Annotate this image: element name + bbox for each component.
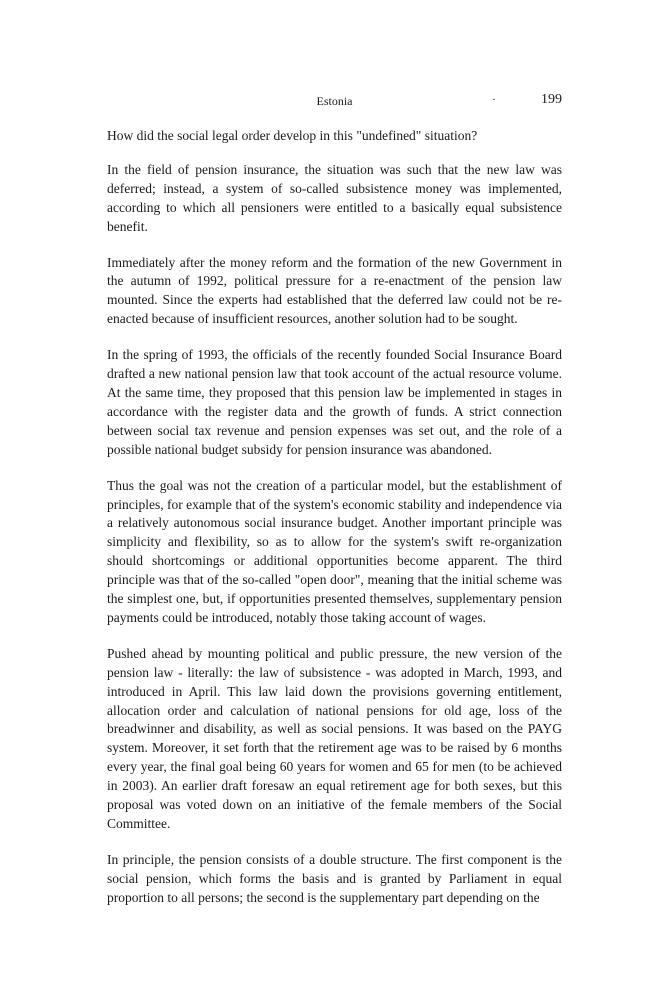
paragraph-law-of-subsistence: Pushed ahead by mounting political and public pressure, the new version of the pension law - literally: the law of subsistence - was adopted in March, 1993, and introduced in April. This law laid down the provisions governing entitlement, allocation order and calculation of national pensions for old age, loss of the breadwinner and disability, as well as social pensions. It was based on the PAYG system. Moreover, it set forth that the retirement age was to be raised by 6 months every year, the final goal being 60 years for women and 65 for men (to be achieved in 2003). An earlier draft foresaw an equal retirement age for both sexes, but this proposal was voted down on an initiative of the female members of the Social Committee.: [107, 645, 562, 831]
running-title: Estonia: [316, 94, 353, 108]
running-header: [107, 92, 562, 110]
paragraph-double-structure: In principle, the pension consists of a double structure. The first component is the social pension, which forms the basis and is granted by Parliament in equal proportion to all persons; the second is the supplementary part depending on the: [107, 851, 562, 905]
paragraph-money-reform: Immediately after the money reform and the formation of the new Government in the autumn of 1992, political pressure for a re-enactment of the pension law mounted. Since the experts had established that the deferred law could not be re-enacted because of insufficient resources, another solution had to be sought.: [107, 254, 562, 327]
paragraph-spring-1993: In the spring of 1993, the officials of the recently founded Social Insurance Board drafted a new national pension law that took account of the actual resource volume. At the same time, they proposed that this pension law be implemented in stages in accordance with the register data and the growth of funds. A strict connection between social tax revenue and pension expenses was set out, and the role of a possible national budget subsidy for pension insurance was abandoned.: [107, 347, 562, 457]
intro-question: How did the social legal order develop in this "undefined" situation?: [107, 128, 478, 143]
page-body: [107, 127, 562, 925]
paragraph-pension-insurance: In the field of pension insurance, the situation was such that the new law was deferred; instead, a system of so-called subsistence money was implemented, according to which all pensioners were entitled to a basically equal subsistence benefit.: [107, 161, 562, 234]
paragraph-principles: Thus the goal was not the creation of a particular model, but the establishment of principles, for example that of the system's economic stability and independence via a relatively autonomous social insurance budget. Another important principle was simplicity and flexibility, so as to allow for the system's swift re-organization should shortcomings or additional opportunities become apparent. The third principle was that of the so-called "open door", meaning that the initial scheme was the simplest one, but, if opportunities presented themselves, supplementary pension payments could be introduced, notably those taking account of wages.: [107, 477, 562, 625]
stray-mark: ·: [492, 92, 496, 106]
page-number: 199: [541, 92, 562, 107]
